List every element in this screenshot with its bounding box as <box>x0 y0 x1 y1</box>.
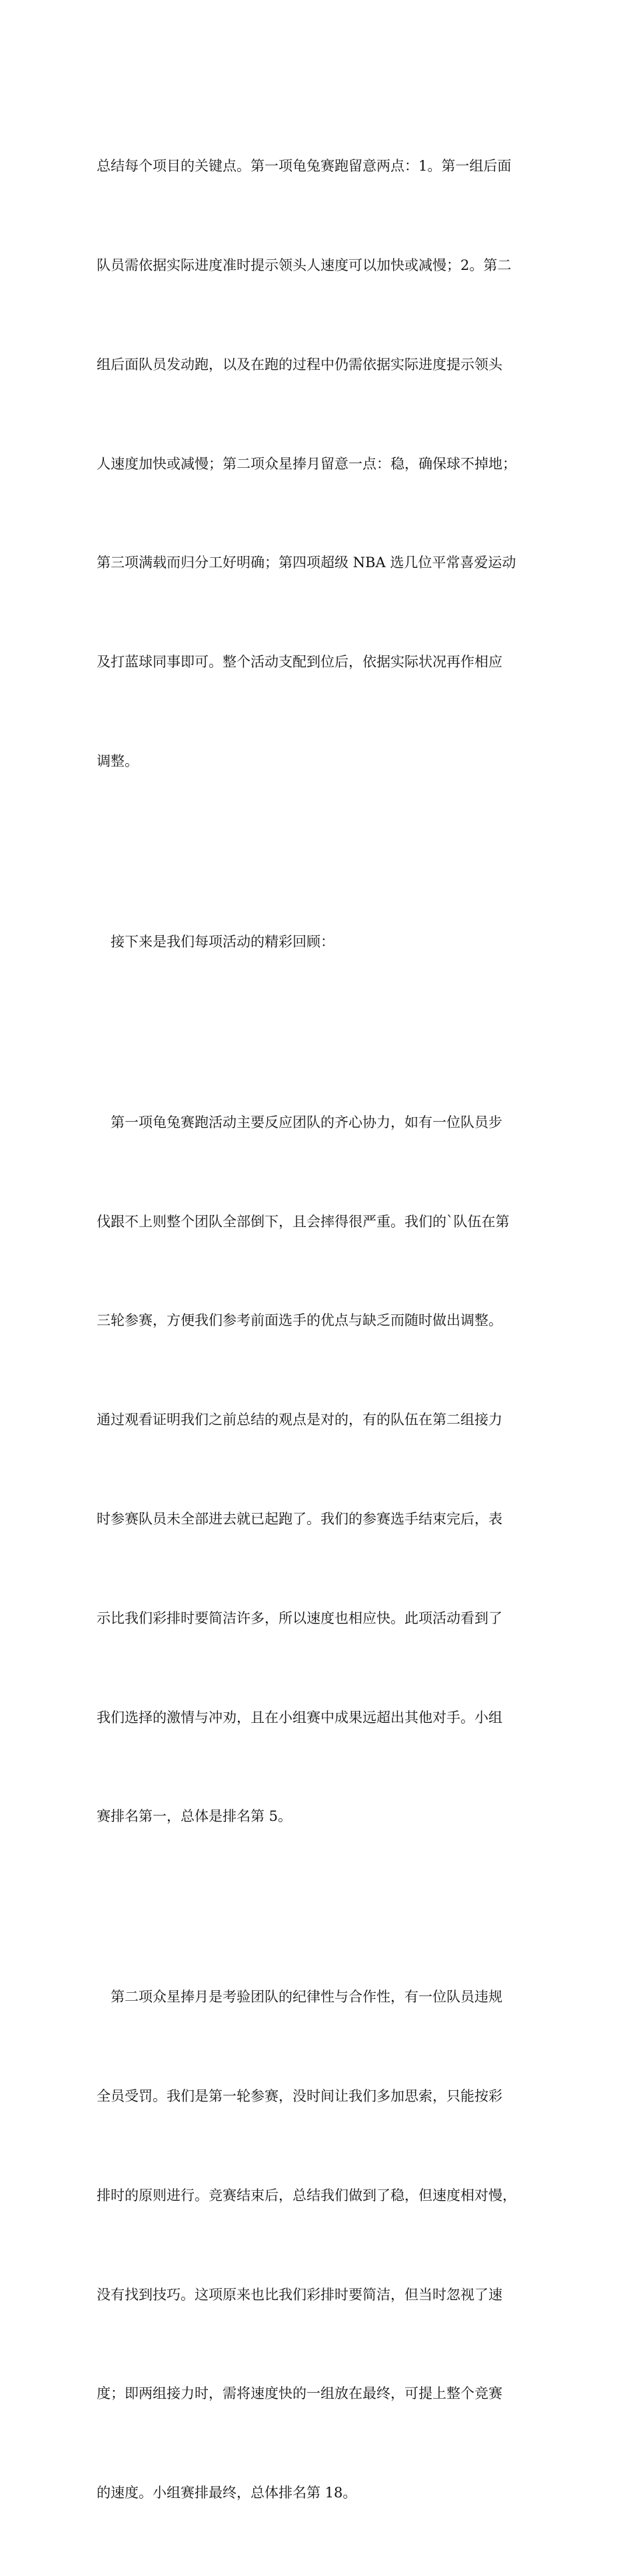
text-line: 第一项龟兔赛跑活动主要反应团队的齐心协力，如有一位队员步 <box>111 1114 502 1130</box>
text-line: 伐跟不上则整个团队全部倒下，且会摔得很严重。我们的`队伍在第 <box>97 1213 510 1230</box>
text-line: 通过观看证明我们之前总结的观点是对的，有的队伍在第二组接力 <box>97 1412 502 1428</box>
text-line: 接下来是我们每项活动的精彩回顾： <box>111 933 334 950</box>
text-line: 赛排名第一，总体是排名第 5。 <box>97 1808 293 1825</box>
text-line: 组后面队员发动跑，以及在跑的过程中仍需依据实际进度提示领头 <box>97 356 502 373</box>
document-body <box>97 84 550 2576</box>
text-line: 及打蓝球同事即可。整个活动支配到位后，依据实际状况再作相应 <box>97 654 502 670</box>
text-line: 三轮参赛，方便我们参考前面选手的优点与缺乏而随时做出调整。 <box>97 1312 502 1329</box>
paragraph-spacer <box>97 1025 550 1040</box>
text-line: 调整。 <box>97 752 139 769</box>
text-line: 时参赛队员未全部进去就已起跑了。我们的参赛选手结束完后，表 <box>97 1510 502 1527</box>
paragraph-event-two <box>97 1915 550 2576</box>
text-line: 的速度。小组赛排最终，总体排名第 18。 <box>97 2485 357 2501</box>
paragraph-event-one <box>97 1040 550 1900</box>
text-line: 人速度加快或减慢；第二项众星捧月留意一点：稳，确保球不掉地； <box>97 455 516 472</box>
paragraph-intro <box>97 860 550 1025</box>
text-line: 全员受罚。我们是第一轮参赛，没时间让我们多加思索，只能按彩 <box>97 2088 502 2105</box>
text-line: 没有找到技巧。这项原来也比我们彩排时要简洁，但当时忽视了速 <box>97 2286 502 2303</box>
text-line: 排时的原则进行。竞赛结束后，总结我们做到了稳，但速度相对慢， <box>97 2187 516 2203</box>
paragraph-spacer <box>97 844 550 860</box>
text-line: 总结每个项目的关键点。第一项龟兔赛跑留意两点：1。第一组后面 <box>97 158 512 175</box>
text-line: 度；即两组接力时，需将速度快的一组放在最终，可提上整个竞赛 <box>97 2385 502 2402</box>
paragraph-summary <box>97 84 550 844</box>
text-line: 示比我们彩排时要简洁许多，所以速度也相应快。此项活动看到了 <box>97 1610 502 1626</box>
text-line: 队员需依据实际进度准时提示领头人速度可以加快或减慢；2。第二 <box>97 257 512 273</box>
text-line: 第二项众星捧月是考验团队的纪律性与合作性，有一位队员违规 <box>111 1989 502 2005</box>
paragraph-spacer <box>97 1900 550 1915</box>
text-line: 第三项满载而归分工好明确；第四项超级 NBA 选几位平常喜爱运动 <box>97 555 516 571</box>
text-line: 我们选择的激情与冲劝，且在小组赛中成果远超出其他对手。小组 <box>97 1709 502 1726</box>
